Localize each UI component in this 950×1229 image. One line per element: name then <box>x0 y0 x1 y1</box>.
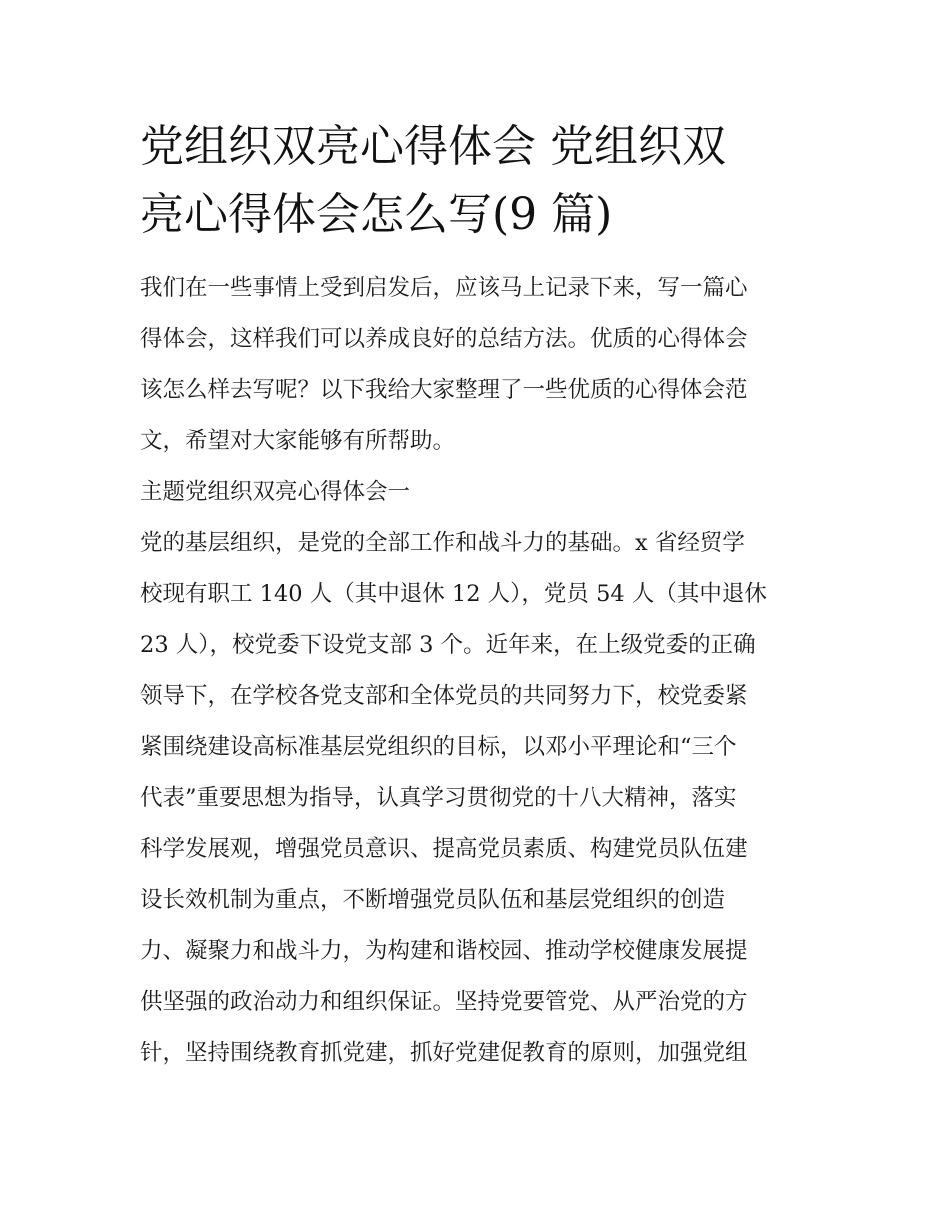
body-line: 领导下，在学校各党支部和全体党员的共同努力下，校党委紧 <box>140 683 748 709</box>
body-line: 针，坚持围绕教育抓党建，抓好党建促教育的原则，加强党组 <box>140 1040 748 1066</box>
title-line: 亮心得体会怎么写(9 篇) <box>140 189 613 240</box>
intro-line: 该怎么样去写呢？以下我给大家整理了一些优质的心得体会范 <box>140 377 748 403</box>
body-line: 设长效机制为重点，不断增强党员队伍和基层党组织的创造 <box>140 887 726 913</box>
intro-paragraph <box>140 263 812 467</box>
body-line: 校现有职工 140 人（其中退休 12 人），党员 54 人（其中退休 <box>140 581 767 607</box>
intro-line: 文，希望对大家能够有所帮助。 <box>140 428 456 454</box>
document-content <box>140 113 812 1079</box>
body-line: 23 人），校党委下设党支部 3 个。近年来，在上级党委的正确 <box>140 632 756 658</box>
body-line: 党的基层组织，是党的全部工作和战斗力的基础。x 省经贸学 <box>140 530 745 556</box>
body-line: 供坚强的政治动力和组织保证。坚持党要管党、从严治党的方 <box>140 989 748 1015</box>
document-title <box>140 113 812 249</box>
intro-line: 我们在一些事情上受到启发后，应该马上记录下来，写一篇心 <box>140 275 748 301</box>
section-heading: 主题党组织双亮心得体会一 <box>140 479 411 505</box>
title-line: 党组织双亮心得体会 党组织双 <box>140 121 726 172</box>
body-line: 力、凝聚力和战斗力，为构建和谐校园、推动学校健康发展提 <box>140 938 748 964</box>
body-line: 代表”重要思想为指导，认真学习贯彻党的十八大精神，落实 <box>140 785 737 811</box>
body-paragraph <box>140 518 812 1079</box>
intro-line: 得体会，这样我们可以养成良好的总结方法。优质的心得体会 <box>140 326 748 352</box>
body-line: 紧围绕建设高标准基层党组织的目标，以邓小平理论和“三个 <box>140 734 737 760</box>
body-line: 科学发展观，增强党员意识、提高党员素质、构建党员队伍建 <box>140 836 748 862</box>
